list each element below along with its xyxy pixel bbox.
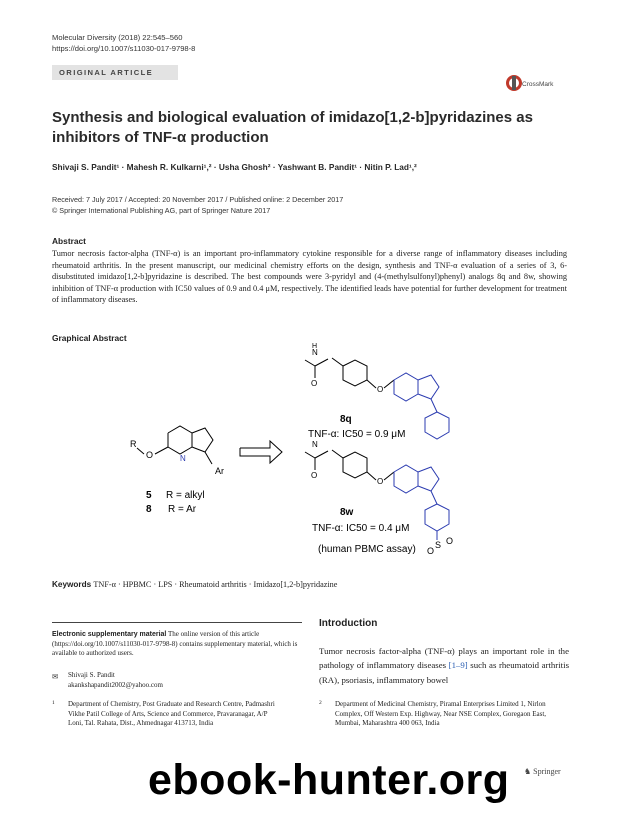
esm-text: The online version of this article (https://doi.org/10.1007/s11030-017-9798-8) contains supplementary material, which is available to authorized users. bbox=[52, 630, 298, 657]
scaffold-number-8: 8 bbox=[146, 504, 152, 515]
intro-text-b: such as rheumatoid arthritis (RA), psoriasis, inflammatory bowel bbox=[319, 660, 569, 685]
abstract-heading: Abstract bbox=[52, 236, 86, 246]
affiliation-2-text: Department of Medicinal Chemistry, Piramal Enterprises Limited 1, Nirlon Complex, Off Western Exp. Highway, Near NSE Complex, Goregaon East, Mumbai, Maharashtra 400 063, India bbox=[335, 700, 547, 727]
keywords-line bbox=[52, 580, 337, 589]
compound-8q-label: 8q bbox=[340, 414, 352, 425]
sulfonyl-o-left: O bbox=[427, 546, 435, 556]
article-type-label: ORIGINAL ARTICLE bbox=[59, 68, 154, 77]
affiliation-1-text: Department of Chemistry, Post Graduate and Research Centre, Padmashri Vikhe Patil College of Arts, Science and Commerce, Pravaranagar, A/P Loni, Tal. Rahata, Dist., Ahmednagar 413713, India bbox=[68, 700, 275, 727]
keywords-list: TNF-α · HPBMC · LPS · Rheumatoid arthritis · Imidazo[1,2-b]pyridazine bbox=[93, 580, 338, 589]
esm-note bbox=[52, 630, 302, 659]
affiliation-1-number: 1 bbox=[52, 700, 55, 706]
reference-link[interactable]: [1–9] bbox=[448, 660, 468, 671]
reaction-arrow bbox=[240, 441, 282, 463]
8q-o-ether: O bbox=[377, 385, 384, 394]
journal-header bbox=[52, 33, 195, 54]
article-title: Synthesis and biological evaluation of imidazo[1,2-b]pyridazines as inhibitors of TNF-α production bbox=[52, 109, 533, 146]
scaffold-number-5: 5 bbox=[146, 490, 152, 501]
abstract-text: Tumor necrosis factor-alpha (TNF-α) is an important pro-inflammatory cytokine responsible for a diverse range of inflammatory diseases including rheumatoid arthritis. In the present manuscript, our medicinal chemistry efforts on the design, synthesis and TNF-α evaluation of a series of 3, 6-disubstituted imidazo[1,2-b]pyridazine is described. The best compounds were 3-pyridyl and (4-(methylsulfonyl)phenyl) analogs 8q and 8w, showing inhibition of TNF-α production with IC50 values of 0.9 and 0.4 μM, respectively. The identified leads have potential for further development for treatment of inflammatory diseases. bbox=[52, 249, 567, 305]
springer-horse-icon: ♞ bbox=[524, 767, 534, 776]
publication-dates bbox=[52, 195, 343, 216]
corresponding-author bbox=[68, 671, 163, 690]
springer-logo bbox=[524, 767, 561, 776]
doi-link[interactable]: https://doi.org/10.1007/s11030-017-9798-8 bbox=[52, 43, 196, 53]
introduction-text bbox=[319, 644, 569, 687]
assay-note: (human PBMC assay) bbox=[318, 544, 416, 555]
affiliation-2-number: 2 bbox=[319, 700, 322, 706]
8w-o-ether: O bbox=[377, 477, 384, 486]
compound-8w-structure bbox=[305, 450, 394, 480]
crossmark-label: CrossMark bbox=[522, 81, 554, 88]
n-label-left: N bbox=[180, 454, 186, 463]
graphical-abstract-heading: Graphical Abstract bbox=[52, 333, 127, 343]
scaffold-text-8: R = Ar bbox=[168, 504, 197, 515]
compound-8q-activity: TNF-α: IC50 = 0.9 μM bbox=[308, 429, 406, 440]
mail-icon: ✉ bbox=[52, 672, 59, 681]
journal-citation: Molecular Diversity (2018) 22:545–560 bbox=[52, 33, 183, 42]
o-label-left: O bbox=[146, 450, 154, 460]
r-label: R bbox=[130, 439, 137, 449]
footnote-divider bbox=[52, 622, 302, 623]
8q-n-label: N bbox=[312, 348, 318, 357]
dates-line: Received: 7 July 2017 / Accepted: 20 November 2017 / Published online: 2 December 2017 bbox=[52, 195, 344, 204]
intro-text-a: Tumor necrosis factor-alpha (TNF-α) plays an important role in the pathology of inflammatory diseases bbox=[319, 646, 569, 671]
8w-n-label: N bbox=[312, 440, 318, 449]
watermark-text: ebook-hunter.org bbox=[148, 756, 510, 804]
8q-h-label: H bbox=[312, 343, 318, 350]
copyright-line: © Springer International Publishing AG, part of Springer Nature 2017 bbox=[52, 205, 271, 215]
sulfonyl-s: S bbox=[435, 540, 442, 550]
ar-label: Ar bbox=[215, 466, 224, 476]
scaffold-text-5: R = alkyl bbox=[166, 490, 205, 501]
contact-email[interactable]: akankshapandit2002@yahoo.com bbox=[68, 680, 163, 689]
introduction-heading: Introduction bbox=[319, 618, 378, 629]
8w-o-carbonyl: O bbox=[311, 471, 318, 480]
sulfonyl-o-right: O bbox=[446, 536, 454, 546]
keywords-label: Keywords bbox=[52, 580, 92, 589]
compound-8w-label: 8w bbox=[340, 507, 354, 518]
graphical-abstract-scheme bbox=[100, 340, 540, 575]
article-type-bar bbox=[52, 65, 178, 80]
author-list: Shivaji S. Pandit¹ · Mahesh R. Kulkarni¹,² · Usha Ghosh² · Yashwant B. Pandit¹ · Nitin P. Lad¹,² bbox=[52, 162, 417, 172]
compound-8q-structure bbox=[305, 358, 394, 388]
8q-o-carbonyl: O bbox=[311, 379, 318, 388]
springer-label: Springer bbox=[533, 767, 561, 776]
contact-name: Shivaji S. Pandit bbox=[68, 671, 115, 679]
esm-label: Electronic supplementary material bbox=[52, 631, 167, 638]
compound-8w-activity: TNF-α: IC50 = 0.4 μM bbox=[312, 523, 410, 534]
